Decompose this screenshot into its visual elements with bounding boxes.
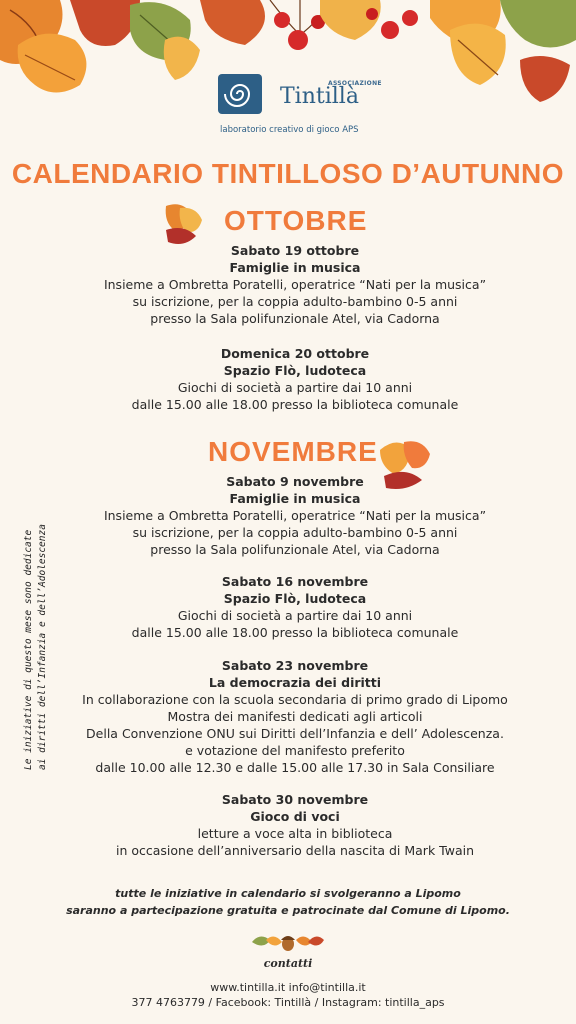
month-title-november: NOVEMBRE [208, 436, 378, 467]
side-note-line: Le iniziative di questo mese sono dedicate [23, 529, 34, 770]
event-date: Sabato 23 novembre [221, 658, 369, 673]
leaf-icon [320, 0, 381, 40]
event-name: Famiglie in musica [229, 491, 361, 506]
event-line: su iscrizione, per la coppia adulto-bambino 0-5 anni [132, 525, 458, 540]
event-date: Domenica 20 ottobre [220, 346, 370, 361]
event-date: Sabato 19 ottobre [230, 243, 360, 258]
acorn-leaves-icon [250, 930, 326, 952]
leaf-icon [200, 0, 265, 45]
contacts-block [0, 980, 576, 1010]
event-name: Gioco di voci [250, 809, 340, 824]
side-note-line: ai diritti dell’Infanzia e dell’Adolescenza [37, 524, 48, 770]
autumn-leaves-icon [162, 200, 204, 248]
footer-note [0, 885, 576, 919]
event-item [60, 473, 530, 558]
month-title-october: OTTOBRE [224, 205, 368, 236]
event-line: presso la Sala polifunzionale Atel, via Cadorna [150, 542, 440, 557]
event-item [60, 345, 530, 413]
event-line: Insieme a Ombretta Poratelli, operatrice “Nati per la musica” [103, 277, 487, 292]
event-name: Spazio Flò, ludoteca [223, 591, 367, 606]
event-line: In collaborazione con la scuola secondaria di primo grado di Lipomo [82, 692, 508, 707]
event-date: Sabato 16 novembre [221, 574, 369, 589]
event-date: Sabato 30 novembre [221, 792, 369, 807]
leaf-icon [164, 37, 200, 80]
event-line: Giochi di società a partire dai 10 anni [177, 608, 413, 623]
event-line: letture a voce alta in biblioteca [197, 826, 393, 841]
side-note [22, 490, 50, 770]
logo [214, 70, 382, 140]
event-line: presso la Sala polifunzionale Atel, via Cadorna [150, 311, 440, 326]
contacts-heading: contatti [263, 957, 313, 970]
event-date: Sabato 9 novembre [226, 474, 364, 489]
event-name: La democrazia dei diritti [208, 675, 382, 690]
logo-association-label: ASSOCIAZIONE [328, 80, 382, 87]
event-line: su iscrizione, per la coppia adulto-bambino 0-5 anni [132, 294, 458, 309]
event-name: Spazio Flò, ludoteca [223, 363, 367, 378]
leaf-icon [70, 0, 140, 46]
event-line: Insieme a Ombretta Poratelli, operatrice “Nati per la musica” [103, 508, 487, 523]
logo-name: Tintillà [280, 84, 359, 109]
leaf-icon [18, 34, 87, 93]
event-line: in occasione dell’anniversario della nascita di Mark Twain [116, 843, 474, 858]
page-title: CALENDARIO TINTILLOSO D’AUTUNNO [11, 158, 565, 189]
event-item [60, 242, 530, 327]
event-line: dalle 15.00 alle 18.00 presso la biblioteca comunale [131, 625, 459, 640]
event-item [60, 573, 530, 641]
event-line: e votazione del manifesto preferito [185, 743, 405, 758]
leaf-icon [520, 56, 570, 102]
footer-note-line: saranno a partecipazione gratuita e patrocinate dal Comune di Lipomo. [66, 904, 510, 917]
leaf-icon [500, 0, 576, 48]
event-line: Mostra dei manifesti dedicati agli articoli [167, 709, 423, 724]
event-item [60, 791, 530, 859]
logo-subtitle: laboratorio creativo di gioco APS [220, 125, 359, 135]
event-line: Giochi di società a partire dai 10 anni [177, 380, 413, 395]
footer-note-line: tutte le iniziative in calendario si svolgeranno a Lipomo [115, 887, 461, 900]
event-line: Della Convenzione ONU sui Diritti dell’Infanzia e dell’ Adolescenza. [86, 726, 504, 741]
event-line: dalle 15.00 alle 18.00 presso la biblioteca comunale [131, 397, 459, 412]
contacts-web-email[interactable]: www.tintilla.it info@tintilla.it [210, 981, 366, 994]
leaf-icon [450, 24, 506, 85]
contacts-phone-social[interactable]: 377 4763779 / Facebook: Tintillà / Instagram: tintilla_aps [131, 996, 445, 1009]
event-name: Famiglie in musica [229, 260, 361, 275]
event-item [40, 657, 550, 776]
spiral-logo-icon [214, 70, 274, 120]
event-line: dalle 10.00 alle 12.30 e dalle 15.00 alle 17.30 in Sala Consiliare [95, 760, 495, 775]
